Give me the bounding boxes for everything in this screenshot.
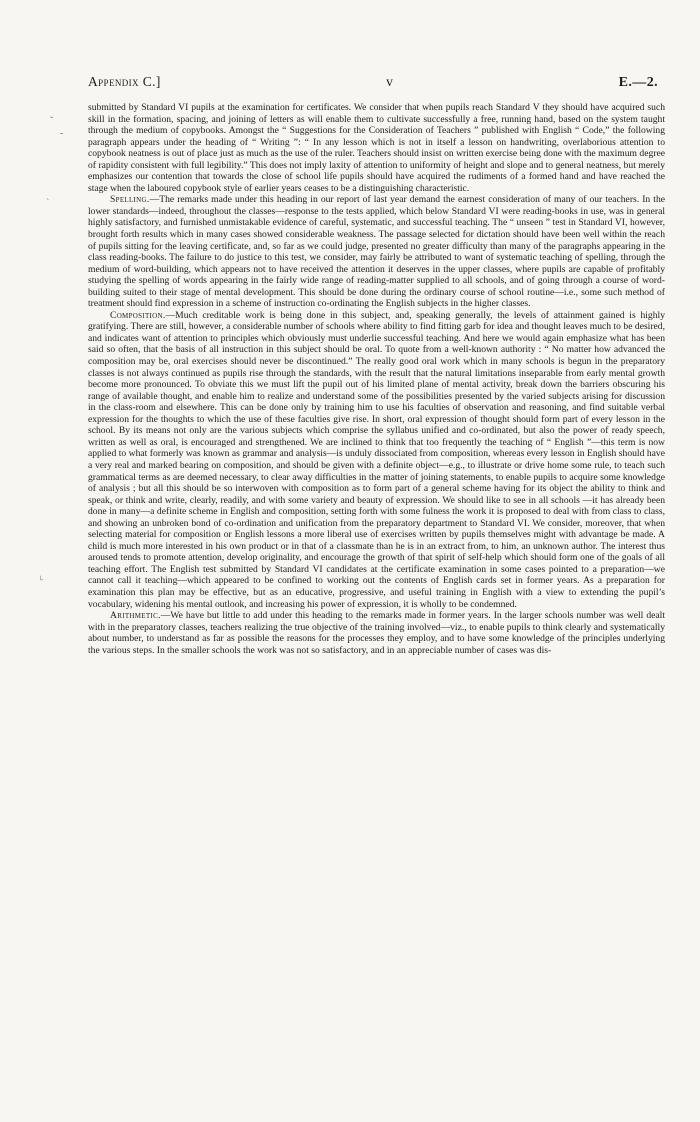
section-heading-spelling: Spelling.: [110, 194, 150, 206]
paragraph-writing: [88, 102, 665, 194]
paragraph-text: —We have but little to add under this heading to the remarks made in former years. In the larger schools number was well dealt with in the preparatory classes, teachers realizing the true objective of the training involved—viz., to enable pupils to think clearly and systematically about number, to understand as far as possible the reasons for the processes they employ, and to have some knowledge of the principles underlying the various steps. In the smaller schools the work was not so satisfactory, and in an appreciable number of cases was dis-: [88, 610, 665, 656]
header-page-number: v: [386, 74, 394, 89]
margin-mark: ‑: [60, 128, 64, 139]
paragraph-text: —The remarks made under this heading in our report of last year demand the earnest consideration of many of our teachers. In the lower standards—indeed, throughout the classes—response to the tests applied, which below Standard VI were reading-books in use, was in general highly satisfactory, and furnished unmistakable evidence of careful, systematic, and successful teaching. The “ unseen ” test in Standard VI, however, brought forth results which in many cases showed considerable weakness. The passage selected for dictation should have been well within the reach of pupils sitting for the leaving certificate, and, so far as we could judge, presented no greater difficulty than many of the paragraphs appearing in the class reading-books. The failure to do justice to this test, we consider, may fairly be attributed to want of systematic teaching of spelling, through the medium of word-building, which appears not to have received the attention it deserves in the upper classes, where pupils are capable of profitably studying the spelling of words appearing in the fairly wide range of reading-matter supplied to all schools, and of going through a course of word-building suited to their stage of mental development. This should be done during the ordinary course of school routine—i.e., some such method of treatment should find expression in a scheme of instruction co-ordinating the English subjects in the higher classes.: [88, 194, 665, 310]
margin-mark: ˋ: [46, 198, 50, 209]
paragraph-text: —Much creditable work is being done in this subject, and, speaking generally, the levels of attainment gained is highly gratifying. There are still, however, a considerable number of schools where ability to find fitting garb for idea and thought leaves much to be desired, and indicates want of attention to principles which obviously must underlie successful teaching. And here we would again emphasize what has been said so often, that the basis of all instruction in this subject should be oral. To quote from a well-known authority : “ No matter how advanced the composition may be, oral exercises should never be discontinued.” The really good oral work which in many schools is begun in the preparatory classes is not always continued as pupils rise through the standards, with the result that the natural limitations inseparable from early mental growth become more pronounced. To obviate this we must lift the pupil out of his limited plane of mental activity, break down the barriers obscuring his range of available thought, and enable him to realize and understand some of the possibilities presented by the varied subjects arising for discussion in the class-room and elsewhere. This can be done only by training him to use his faculties of observation and reasoning, and find suitable verbal expression for the thoughts to which the use of these faculties give rise. In short, oral expression of thought should form part of every lesson in the school. By its means not only are the various subjects which comprise the syllabus unified and co-ordinated, but also the power of ready speech, written as well as oral, is encouraged and strengthened. We are inclined to think that too frequently the teaching of “ English ”—this term is now applied to what formerly was known as grammar and analysis—is unduly dissociated from composition, whereas every lesson in English should have a very real and marked bearing on composition, and should be given with a definite object—e.g., to illustrate or drive home some rule, to teach such grammatical terms as are deemed necessary, to clear away difficulties in the matter of joining statements, to enable pupils to acquire some knowledge of analysis ; but all this should be so interwoven with composition as to form part of a general scheme having for its object the ability to think and speak, or think and write, clearly, readily, and with some variety and beauty of expression. We should like to see in all schools —it has already been done in many—a definite scheme in English and composition, setting forth with some fulness the work it is proposed to deal with from class to class, and showing an unbroken bond of co-ordination and unification from the preparatory department to Standard VI. We consider, moreover, that when selecting material for composition or English lessons a more liberal use of exercises written by pupils themselves might with advantage be made. A child is much more interested in his own product or in that of a classmate than he is in an extract from, to him, an unknown author. The interest thus aroused tends to promote attention, develop originality, and encourage the growth of that spirit of self-help which should form one of the goals of all teaching effort. The English test submitted by Standard VI candidates at the certificate examination in some cases pointed to a preparation—we cannot call it teaching—which appeared to be confined to working out the contents of English cards set in former years. As a preparation for examination this plan may be effective, but as an educative, progressive, and useful training in English with a view to extending the pupil’s vocabulary, widening his mental outlook, and increasing his power of expression, it is wholly to be condemned.: [88, 309, 665, 610]
margin-mark: ˇ: [50, 116, 54, 127]
section-heading-arithmetic: Arithmetic.: [110, 610, 161, 622]
header-document-code: E.—2.: [618, 75, 658, 90]
paragraph-arithmetic: [88, 610, 665, 656]
paragraph-text: submitted by Standard VI pupils at the examination for certificates. We consider that when pupils reach Standard V they should have acquired such skill in the formation, spacing, and joining of letters as will enable them to cultivate successfully a free, running hand, based on the system taught through the medium of copybooks. Amongst the “ Suggestions for the Consideration of Teachers ” published with English “ Code,” the following paragraph appears under the heading of “ Writing ”: “ In any lesson which is not in itself a lesson on handwriting, overlaborious attention to copybook neatness is out of place just as much as the use of the ruler. Teachers should insist on written exercise being done with the maximum degree of rapidity consistent with full legibility.” This does not imply laxity of attention to uniformity of height and slope and to general neatness, but merely emphasizes our contention that towards the close of school life pupils should have acquired the rudiments of a formed hand and have reached the stage when the laboured copybook style of earlier years ceases to be a distinguishing characteristic.: [88, 102, 665, 194]
paragraph-spelling: [88, 194, 665, 309]
header-appendix-label: Appendix C.]: [88, 74, 161, 89]
body-text: [88, 102, 665, 656]
page-header: [88, 74, 658, 94]
paragraph-composition: [88, 310, 665, 610]
section-heading-composition: Composition.: [110, 309, 166, 321]
margin-mark: ˪: [40, 572, 44, 583]
